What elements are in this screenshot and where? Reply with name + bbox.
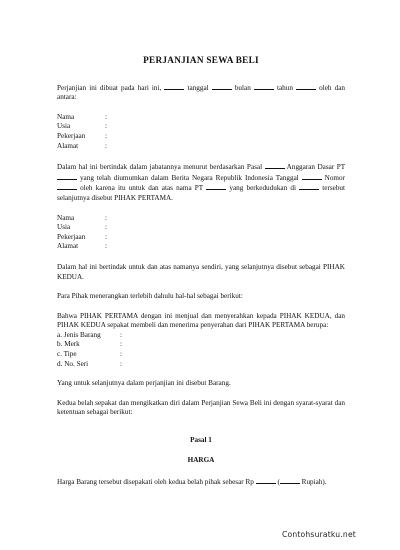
goods-reference: Yang untuk selanjutnya dalam perjanjian ini disebut Barang. [57, 379, 231, 388]
party2-field-address: Alamat : [57, 242, 107, 251]
party2-fields [57, 214, 345, 252]
party1-field-name: Nama : [57, 112, 107, 121]
price-statement: Harga Barang tersebut disepakati oleh kedua belah pihak sebesar Rp ( Rupiah). [57, 478, 327, 487]
blank-date [212, 83, 232, 90]
goods-item-type: a. Jenis Barang : [57, 330, 122, 339]
blank-pt-represented [206, 183, 226, 190]
party2-statement: Dalam hal ini bertindak untuk dan atas namanya sendiri, yang selanjutnya disebut sebagai PIHAK KEDUA. [57, 262, 345, 281]
pasal-number: Pasal 1 [190, 436, 212, 445]
goods-items [57, 331, 345, 369]
blank-pasal [265, 162, 285, 169]
party1-field-address: Alamat : [57, 141, 107, 150]
party1-fields [57, 113, 345, 151]
sale-statement: Bahwa PIHAK PERTAMA dengan ini menjual dan menyerahkan kepada PIHAK KEDUA, dan PIHAK KEDUA sepakat membeli dan menerima penyerahan dari PIHAK PERTAMA berupa: [57, 311, 345, 330]
document-title: PERJANJIAN SEWA BELI [143, 55, 259, 65]
party1-field-job: Pekerjaan : [57, 131, 107, 140]
blank-pt-name [57, 173, 77, 180]
blank-gazette-date [302, 173, 322, 180]
pasal-heading: HARGA [187, 455, 215, 464]
party2-field-age: Usia : [57, 223, 107, 232]
party2-field-job: Pekerjaan : [57, 232, 107, 241]
opening-text-3: bulan [234, 83, 251, 92]
blank-price-words [280, 477, 300, 484]
blank-gazette-number [57, 183, 77, 190]
blank-day [164, 83, 184, 90]
party1-field-age: Usia : [57, 122, 107, 131]
goods-item-brand: b. Merk : [57, 340, 122, 349]
party1-statement: Dalam hal ini bertindak dalam jabatannya menurut berdasarkan Pasal Anggaran Dasar PT yang telah diumumkan dalam Berita Negara Republik Indonesia Tanggal Nomor oleh karena itu untuk dan atas nama PT yang berkedudukan di tersebut selanjutnya disebut PIHAK PERTAMA. [57, 163, 346, 202]
goods-item-model: c. Tipe : [57, 350, 122, 359]
blank-price-amount [256, 477, 276, 484]
blank-year [296, 83, 316, 90]
opening-paragraph [57, 83, 345, 103]
blank-domicile [299, 183, 319, 190]
opening-text-1: Perjanjian ini dibuat pada hari ini, [57, 83, 162, 92]
opening-text-5: oleh dan antara: [57, 83, 345, 102]
site-watermark: Contohsuratku.net [282, 530, 356, 540]
opening-text-2: tanggal [187, 83, 209, 92]
party2-field-name: Nama : [57, 213, 107, 222]
agreement-statement: Kedua belah sepakat dan mengikatkan diri dalam Perjanjian Sewa Beli ini dengan syarat-syarat dan ketentuan sebagai berikut: [57, 398, 345, 417]
blank-month [254, 83, 274, 90]
opening-text-4: tahun [276, 83, 293, 92]
goods-item-serial: d. No. Seri : [57, 359, 122, 368]
explain-intro: Para Pihak menerangkan terlebih dahulu hal-hal sebagai berikut: [57, 292, 243, 301]
